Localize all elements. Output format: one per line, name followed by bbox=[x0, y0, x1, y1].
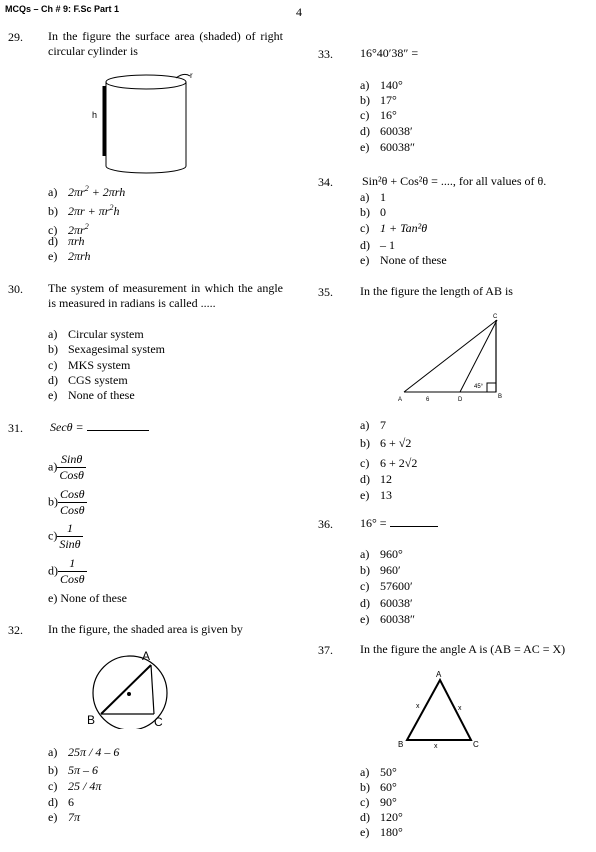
q29-option-b[interactable]: b) $2\pi r + \pi r^2h$ bbox=[48, 203, 120, 218]
q30-text: The system of measurement in which the angle is measured in radians is called ..... bbox=[48, 281, 283, 310]
q37-label-x-left: x bbox=[416, 703, 420, 710]
q31-option-b[interactable]: b) Cosθ Cosθ bbox=[48, 487, 85, 517]
q31-option-a[interactable]: a) Sinθ Cosθ bbox=[48, 452, 84, 482]
q31-option-c[interactable]: c) 1 Sinθ bbox=[48, 521, 81, 551]
q31-number: 31. bbox=[8, 421, 23, 435]
q29-text: In the figure the surface area (shaded) of right circular cylinder is bbox=[48, 29, 283, 58]
q31-option-e[interactable]: e) None of these bbox=[48, 591, 127, 605]
q29-option-c[interactable]: c) $2\pi r^2$ bbox=[48, 222, 89, 237]
q35-option-a[interactable]: a) 7 bbox=[360, 418, 386, 432]
q33-text: 16°40′38″ = bbox=[360, 46, 419, 60]
q29-option-d[interactable]: d) πrh bbox=[48, 234, 85, 248]
q36-option-a[interactable]: a) 960° bbox=[360, 547, 403, 561]
q35-label-a: A bbox=[398, 397, 403, 403]
q32-option-d[interactable]: d) 6 bbox=[48, 795, 74, 809]
q32-circle-figure bbox=[84, 647, 184, 729]
q37-option-d[interactable]: d) 120° bbox=[360, 810, 403, 824]
q32-label-c: C bbox=[154, 715, 163, 729]
q35-text: In the figure the length of AB is bbox=[360, 284, 513, 298]
q33-option-e[interactable]: e) 60038″ bbox=[360, 140, 415, 154]
q35-option-e[interactable]: e) 13 bbox=[360, 488, 392, 502]
q37-text: In the figure the angle A is (AB = AC = X) bbox=[360, 642, 566, 656]
q36-number: 36. bbox=[318, 517, 333, 531]
q30-number: 30. bbox=[8, 282, 23, 296]
q33-option-a[interactable]: a) 140° bbox=[360, 78, 403, 92]
q32-number: 32. bbox=[8, 623, 23, 637]
q34-text: Sin²θ + Cos²θ = ...., for all values of θ. bbox=[362, 174, 547, 188]
q32-label-a: A bbox=[142, 649, 151, 663]
q31-option-d[interactable]: d) 1 Cosθ bbox=[48, 556, 85, 586]
q36-option-c[interactable]: c) 57600′ bbox=[360, 579, 413, 593]
q30-option-b[interactable]: b) Sexagesimal system bbox=[48, 342, 165, 356]
q32-option-c[interactable]: c) 25 / 4π bbox=[48, 779, 102, 793]
q37-label-a: A bbox=[436, 670, 442, 679]
q37-label-x-bottom: x bbox=[434, 743, 438, 750]
q32-label-b: B bbox=[87, 713, 96, 727]
q35-option-b[interactable]: b) 6 + √2 bbox=[360, 436, 412, 450]
page-number: 4 bbox=[296, 5, 302, 19]
q35-triangle-figure bbox=[396, 310, 512, 405]
q30-option-c[interactable]: c) MKS system bbox=[48, 358, 131, 372]
q29-label-r: r bbox=[190, 71, 193, 80]
q36-option-e[interactable]: e) 60038″ bbox=[360, 612, 415, 626]
q30-option-d[interactable]: d) CGS system bbox=[48, 373, 128, 387]
q33-option-b[interactable]: b) 17° bbox=[360, 93, 397, 107]
q37-triangle-figure bbox=[394, 668, 486, 752]
q32-option-b[interactable]: b) 5π – 6 bbox=[48, 763, 99, 777]
q31-question: Secθ = bbox=[50, 420, 149, 435]
q35-option-c[interactable]: c) 6 + 2√2 bbox=[360, 456, 418, 470]
q32-option-a[interactable]: a) 25π / 4 – 6 bbox=[48, 745, 120, 759]
q33-number: 33. bbox=[318, 47, 333, 61]
q29-label-h: h bbox=[92, 110, 98, 120]
q35-label-45: 45° bbox=[474, 384, 484, 390]
q37-option-e[interactable]: e) 180° bbox=[360, 825, 403, 839]
q29-cylinder-figure bbox=[88, 68, 200, 180]
q34-number: 34. bbox=[318, 175, 333, 189]
q34-option-c[interactable]: c) 1 + Tan²θ bbox=[360, 221, 428, 235]
q29-option-a[interactable]: a) $2\pi r^2 + 2\pi rh$ bbox=[48, 184, 126, 199]
q37-label-x-right: x bbox=[458, 705, 462, 712]
q32-text: In the figure, the shaded area is given by bbox=[48, 622, 243, 636]
q34-option-b[interactable]: b) 0 bbox=[360, 205, 386, 219]
q37-option-b[interactable]: b) 60° bbox=[360, 780, 397, 794]
page-header-title: MCQs – Ch # 9: F.Sc Part 1 bbox=[5, 4, 120, 14]
q35-label-c: C bbox=[493, 314, 498, 320]
q35-label-b: B bbox=[498, 394, 503, 400]
q37-option-a[interactable]: a) 50° bbox=[360, 765, 397, 779]
q35-option-d[interactable]: d) 12 bbox=[360, 472, 392, 486]
q32-option-e[interactable]: e) 7π bbox=[48, 810, 81, 824]
q34-option-e[interactable]: e) None of these bbox=[360, 253, 447, 267]
q37-label-c: C bbox=[473, 740, 479, 749]
q34-option-d[interactable]: d) – 1 bbox=[360, 238, 395, 252]
q37-number: 37. bbox=[318, 643, 333, 657]
q35-label-d: D bbox=[458, 397, 463, 403]
q30-option-e[interactable]: e) None of these bbox=[48, 388, 135, 402]
q37-option-c[interactable]: c) 90° bbox=[360, 795, 397, 809]
q36-question: 16° = bbox=[360, 516, 438, 531]
q34-option-a[interactable]: a) 1 bbox=[360, 190, 386, 204]
q33-option-d[interactable]: d) 60038′ bbox=[360, 124, 413, 138]
q37-label-b: B bbox=[398, 740, 404, 749]
q33-option-c[interactable]: c) 16° bbox=[360, 108, 397, 122]
q35-label-6: 6 bbox=[426, 397, 430, 403]
q29-option-e[interactable]: e) 2πrh bbox=[48, 249, 91, 263]
q36-option-d[interactable]: d) 60038′ bbox=[360, 596, 413, 610]
q35-number: 35. bbox=[318, 285, 333, 299]
q30-option-a[interactable]: a) Circular system bbox=[48, 327, 144, 341]
q36-option-b[interactable]: b) 960′ bbox=[360, 563, 401, 577]
q29-number: 29. bbox=[8, 30, 23, 44]
